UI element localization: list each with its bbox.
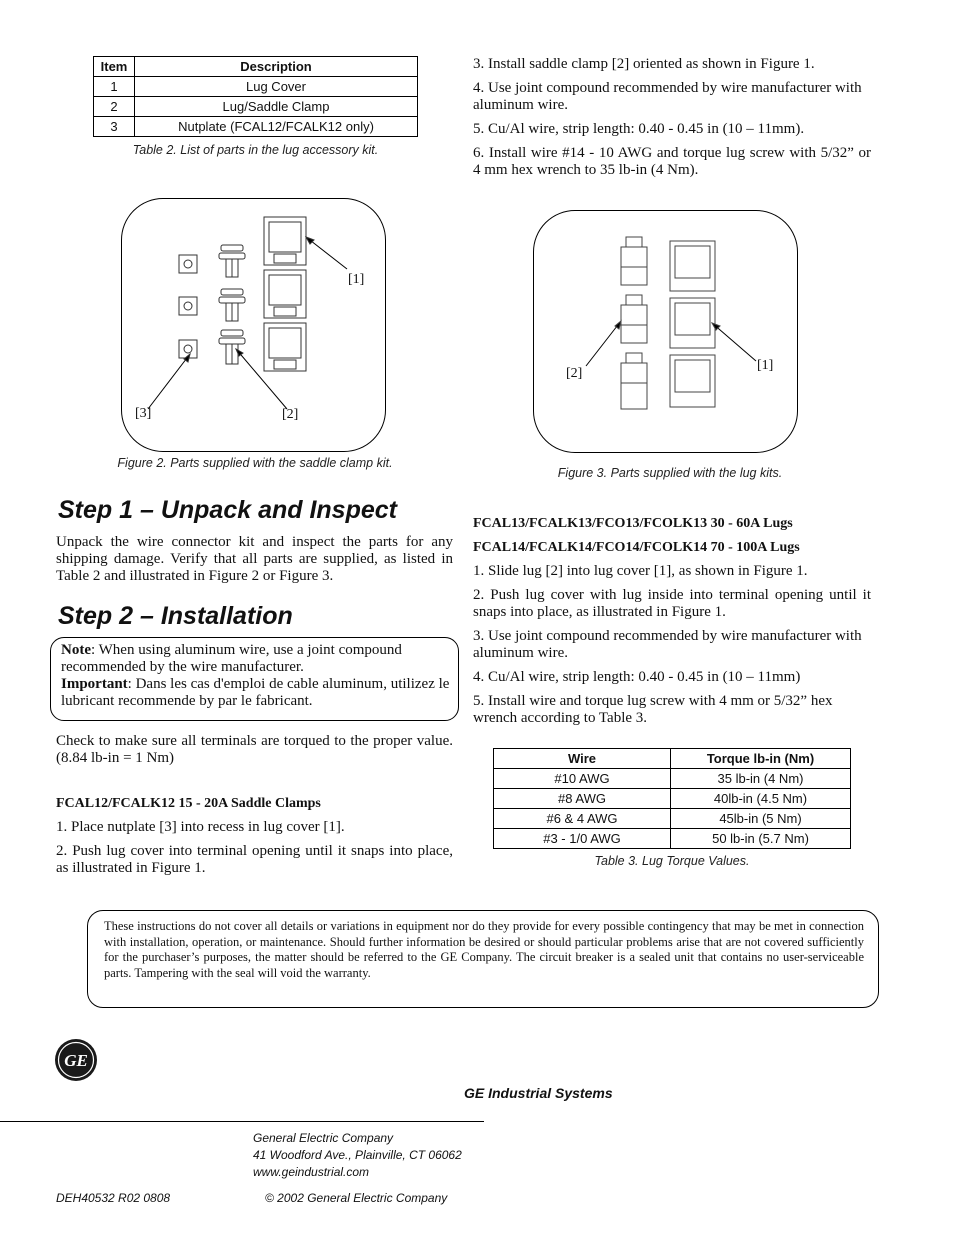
address-line: General Electric Company xyxy=(253,1131,394,1145)
saddle-clamp-kit-illustration xyxy=(122,199,385,451)
lug-icon xyxy=(621,353,647,409)
figure-3-caption: Figure 3. Parts supplied with the lug kits. xyxy=(557,466,783,480)
parts-table xyxy=(93,56,418,137)
address-block xyxy=(253,1130,462,1181)
document-number: DEH40532 R02 0808 xyxy=(56,1191,171,1205)
important-text: : Dans les cas d'emploi de cable aluminum, utilizez le lubricant recommende by par le fabricant. xyxy=(61,676,450,709)
step-item: 5. Cu/Al wire, strip length: 0.40 - 0.45 in (10 – 11mm). xyxy=(473,121,805,137)
parts-table-header: Description xyxy=(135,57,418,77)
saddle-clamps-heading: FCAL12/FCALK12 15 - 20A Saddle Clamps xyxy=(56,796,321,811)
ge-logo xyxy=(54,1038,98,1082)
lug-icon xyxy=(621,295,647,343)
lug-cover-icon xyxy=(670,298,715,348)
step-1-heading: Step 1 – Unpack and Inspect xyxy=(58,496,397,524)
note-box xyxy=(50,637,459,721)
note-label: Note xyxy=(61,642,91,658)
lug-cover-icon xyxy=(264,217,306,265)
important-label: Important xyxy=(61,676,128,692)
torque-table-caption: Table 3. Lug Torque Values. xyxy=(594,854,750,868)
lug-cover-icon xyxy=(670,355,715,407)
table-row xyxy=(94,97,418,117)
step-item: 2. Push lug cover with lug inside into terminal opening until it snaps into place, as illustrated in Figure 1. xyxy=(473,587,871,620)
step-item: 3. Install saddle clamp [2] oriented as shown in Figure 1. xyxy=(473,56,815,72)
lugs-heading-2: FCAL14/FCALK14/FCO14/FCOLK14 70 - 100A Lugs xyxy=(473,540,800,555)
table-row xyxy=(94,77,418,97)
figure-2-caption: Figure 2. Parts supplied with the saddle clamp kit. xyxy=(117,456,393,470)
step-2-heading: Step 2 – Installation xyxy=(58,602,293,630)
figure-2-label-2: [2] xyxy=(282,407,299,422)
company-name: GE Industrial Systems xyxy=(464,1085,613,1101)
torque-check-text: Check to make sure all terminals are torqued to the proper value. (8.84 lb-in = 1 Nm) xyxy=(56,733,453,766)
table-row xyxy=(94,117,418,137)
saddle-clamp-icon xyxy=(219,289,245,321)
lugs-heading-1: FCAL13/FCALK13/FCO13/FCOLK13 30 - 60A Lugs xyxy=(473,516,793,531)
parts-table-caption: Table 2. List of parts in the lug accessory kit. xyxy=(132,143,379,157)
figure-3-label-1: [1] xyxy=(757,358,774,373)
table-cell: 45lb-in (5 Nm) xyxy=(671,809,851,829)
step-item: 1. Place nutplate [3] into recess in lug cover [1]. xyxy=(56,819,345,835)
table-cell: 35 lb-in (4 Nm) xyxy=(671,769,851,789)
saddle-clamp-icon xyxy=(219,330,245,364)
saddle-steps xyxy=(56,819,453,877)
step-1-body: Unpack the wire connector kit and inspect the parts for any shipping damage. Verify that all parts are supplied, as listed in Table 2 and illustrated in Figure 2 or Figure 3. xyxy=(56,534,453,584)
table-row xyxy=(494,769,851,789)
nutplate-icon xyxy=(179,255,197,273)
table-row xyxy=(494,809,851,829)
lug-cover-icon xyxy=(264,323,306,371)
step-item: 1. Slide lug [2] into lug cover [1], as shown in Figure 1. xyxy=(473,563,808,579)
saddle-clamp-icon xyxy=(219,245,245,277)
nutplate-icon xyxy=(179,297,197,315)
torque-table-header: Torque lb-in (Nm) xyxy=(671,749,851,769)
disclaimer-box: These instructions do not cover all details or variations in equipment nor do they provide for every possible contingency that may be met in connection with installation, operation, or maintenance. Should further information be desired or should particular problems arise that are not covered sufficiently for the purchaser’s purposes, the matter should be referred to the GE Company. The circuit breaker is a sealed unit that contains no user-serviceable parts. Tampering with the seal will void the warranty. xyxy=(87,910,879,1008)
footer-divider xyxy=(0,1121,484,1122)
right-steps-top xyxy=(473,56,871,179)
table-row xyxy=(494,829,851,849)
ge-logo-icon xyxy=(54,1038,98,1082)
table-cell: #8 AWG xyxy=(494,789,671,809)
copyright: © 2002 General Electric Company xyxy=(265,1191,448,1205)
table-cell: #3 - 1/0 AWG xyxy=(494,829,671,849)
table-cell: #6 & 4 AWG xyxy=(494,809,671,829)
table-cell: 1 xyxy=(94,77,135,97)
figure-2-label-1: [1] xyxy=(348,272,365,287)
step-item: 5. Install wire and torque lug screw with 4 mm or 5/32” hex wrench according to Table 3. xyxy=(473,693,833,726)
figure-2-frame xyxy=(121,198,386,452)
table-cell: Lug Cover xyxy=(135,77,418,97)
parts-table-header: Item xyxy=(94,57,135,77)
table-cell: 2 xyxy=(94,97,135,117)
lug-steps xyxy=(473,563,871,727)
step-item: 6. Install wire #14 - 10 AWG and torque lug screw with 5/32” or 4 mm hex wrench to 35 lb-in (4 Nm). xyxy=(473,145,871,178)
figure-3-frame xyxy=(533,210,798,453)
table-cell: 3 xyxy=(94,117,135,137)
table-cell: Nutplate (FCAL12/FCALK12 only) xyxy=(135,117,418,137)
table-cell: 50 lb-in (5.7 Nm) xyxy=(671,829,851,849)
torque-table xyxy=(493,748,851,849)
website-link[interactable]: www.geindustrial.com xyxy=(253,1165,370,1179)
lug-icon xyxy=(621,237,647,285)
lug-cover-icon xyxy=(264,270,306,318)
note-text: : When using aluminum wire, use a joint compound recommended by the wire manufacturer. xyxy=(61,642,402,675)
torque-table-header: Wire xyxy=(494,749,671,769)
step-item: 2. Push lug cover into terminal opening until it snaps into place, as illustrated in Figure 1. xyxy=(56,843,453,876)
step-item: 4. Cu/Al wire, strip length: 0.40 - 0.45 in (10 – 11mm) xyxy=(473,669,801,685)
table-cell: #10 AWG xyxy=(494,769,671,789)
table-cell: Lug/Saddle Clamp xyxy=(135,97,418,117)
lug-kit-illustration xyxy=(534,211,797,452)
step-item: 3. Use joint compound recommended by wire manufacturer with aluminum wire. xyxy=(473,628,862,661)
table-cell: 40lb-in (4.5 Nm) xyxy=(671,789,851,809)
ge-logo-text: GE xyxy=(64,1051,88,1070)
figure-3-label-2: [2] xyxy=(566,366,583,381)
step-item: 4. Use joint compound recommended by wire manufacturer with aluminum wire. xyxy=(473,80,862,113)
lug-cover-icon xyxy=(670,241,715,291)
figure-2-label-3: [3] xyxy=(135,406,152,421)
table-row xyxy=(494,789,851,809)
address-line: 41 Woodford Ave., Plainville, CT 06062 xyxy=(253,1148,462,1162)
